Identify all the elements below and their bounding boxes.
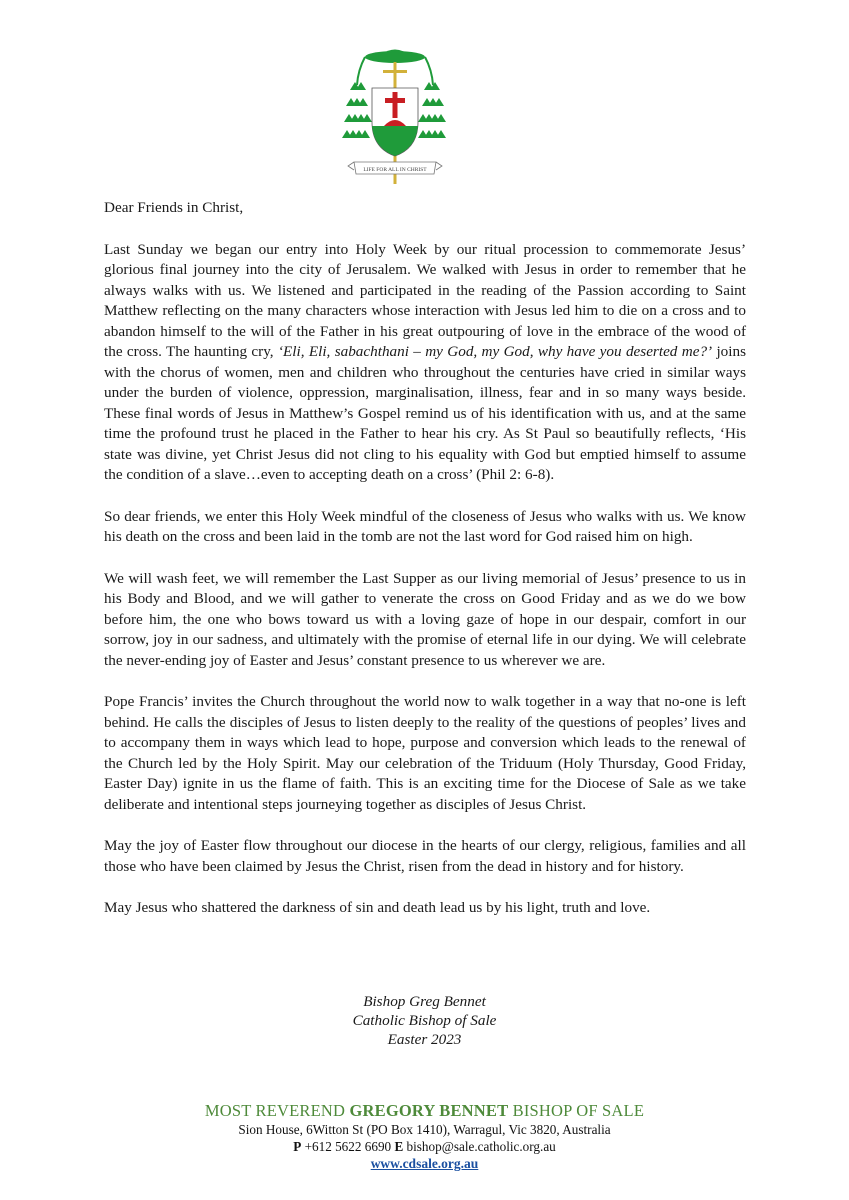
footer-title-name: GREGORY BENNET <box>349 1101 509 1120</box>
letter-paragraph-6: May Jesus who shattered the darkness of sin and death lead us by his light, truth and love. <box>104 899 651 916</box>
paragraph-1-text-b: joins with the chorus of women, men and children who throughout the centuries have cried in similar ways under the burden of violence, oppression, marginalisation, illness, fear and in so many ways beside. These final words of Jesus in Matthew’s Gospel remind us of his identification with us, and at the same time the profound trust he placed in the Father to hear his cry. As St Paul so beautifully reflects, ‘His state was divine, yet Christ Jesus did not cling to his equality with God but emptied himself to assume the condition of a slave…even to accepting death on a cross’ (Phil 2: 6-8). <box>104 343 746 483</box>
footer-address: Sion House, 6Witton St (PO Box 1410), Warragul, Vic 3820, Australia <box>238 1122 611 1137</box>
letter-body <box>104 198 746 940</box>
footer-title <box>0 1101 849 1121</box>
tassels-left-icon <box>342 82 372 138</box>
email-address: bishop@sale.catholic.org.au <box>403 1139 556 1154</box>
footer-title-post: BISHOP OF SALE <box>508 1101 645 1120</box>
episcopal-coat-of-arms <box>340 40 450 185</box>
motto-scroll-icon <box>348 162 442 174</box>
letter-paragraph-2: So dear friends, we enter this Holy Week mindful of the closeness of Jesus who walks with us. We know his death on the cross and been laid in the tomb are not the last word for God raised him on high. <box>104 507 746 545</box>
crest-motto: LIFE FOR ALL IN CHRIST <box>363 167 427 173</box>
phone-number: +612 5622 6690 <box>301 1139 395 1154</box>
letter-paragraph-5: May the joy of Easter flow throughout our diocese in the hearts of our clergy, religious, families and all those who have been claimed by Jesus the Christ, risen from the dead in history and for history. <box>104 837 746 875</box>
website-link[interactable]: www.cdsale.org.au <box>370 1156 479 1171</box>
signature-name: Bishop Greg Bennet <box>363 993 486 1010</box>
email-label: E <box>394 1139 404 1154</box>
letter-greeting: Dear Friends in Christ, <box>104 199 244 216</box>
footer-contact <box>0 1138 849 1155</box>
signature-date: Easter 2023 <box>387 1031 462 1048</box>
paragraph-1-text-a: Last Sunday we began our entry into Holy Week by our ritual procession to commemorate Jesus’ glorious final journey into the city of Jerusalem. We walked with Jesus in order to remember that he always walks with us. We listened and participated in the reading of the Passion according to Saint Matthew reflecting on the many characters whose interaction with Jesus led him to die on a cross and to abandon himself to the will of the Father in his great outpouring of love in the embrace of the wood of the cross. The haunting cry, <box>104 240 746 360</box>
letterhead-footer <box>0 1101 849 1172</box>
paragraph-1-quote: ‘Eli, Eli, sabachthani – my God, my God, why have you deserted me?’ <box>277 343 713 360</box>
letter-paragraph-1 <box>104 240 746 486</box>
signature-role: Catholic Bishop of Sale <box>352 1012 497 1029</box>
shield-icon <box>372 88 418 156</box>
phone-label: P <box>293 1139 302 1154</box>
tassels-right-icon <box>418 82 446 138</box>
footer-title-pre: MOST REVEREND <box>204 1101 350 1120</box>
signature-block <box>0 992 849 1049</box>
letter-paragraph-4: Pope Francis’ invites the Church throughout the world now to walk together in a way that no-one is left behind. He calls the disciples of Jesus to listen deeply to the reality of the questions of peoples’ lives and to accompany them in ways which lead to hope, purpose and conversion which leads to the renewal of the Church led by the Holy Spirit. May our celebration of the Triduum (Holy Thursday, Good Friday, Easter Day) ignite in us the flame of faith. This is an exciting time for the Diocese of Sale as we take deliberate and intentional steps journeying together as disciples of Jesus Christ. <box>104 693 746 813</box>
letter-paragraph-3: We will wash feet, we will remember the Last Supper as our living memorial of Jesus’ presence to us in his Body and Blood, and we will gather to venerate the cross on Good Friday and as we do we bow before him, the one who bows toward us with a loving gaze of hope in our despair, comfort in our sorrow, joy in our sadness, and ultimately with the promise of eternal life in our dying. We will celebrate the never-ending joy of Easter and Jesus’ constant presence to us wherever we are. <box>104 569 746 669</box>
